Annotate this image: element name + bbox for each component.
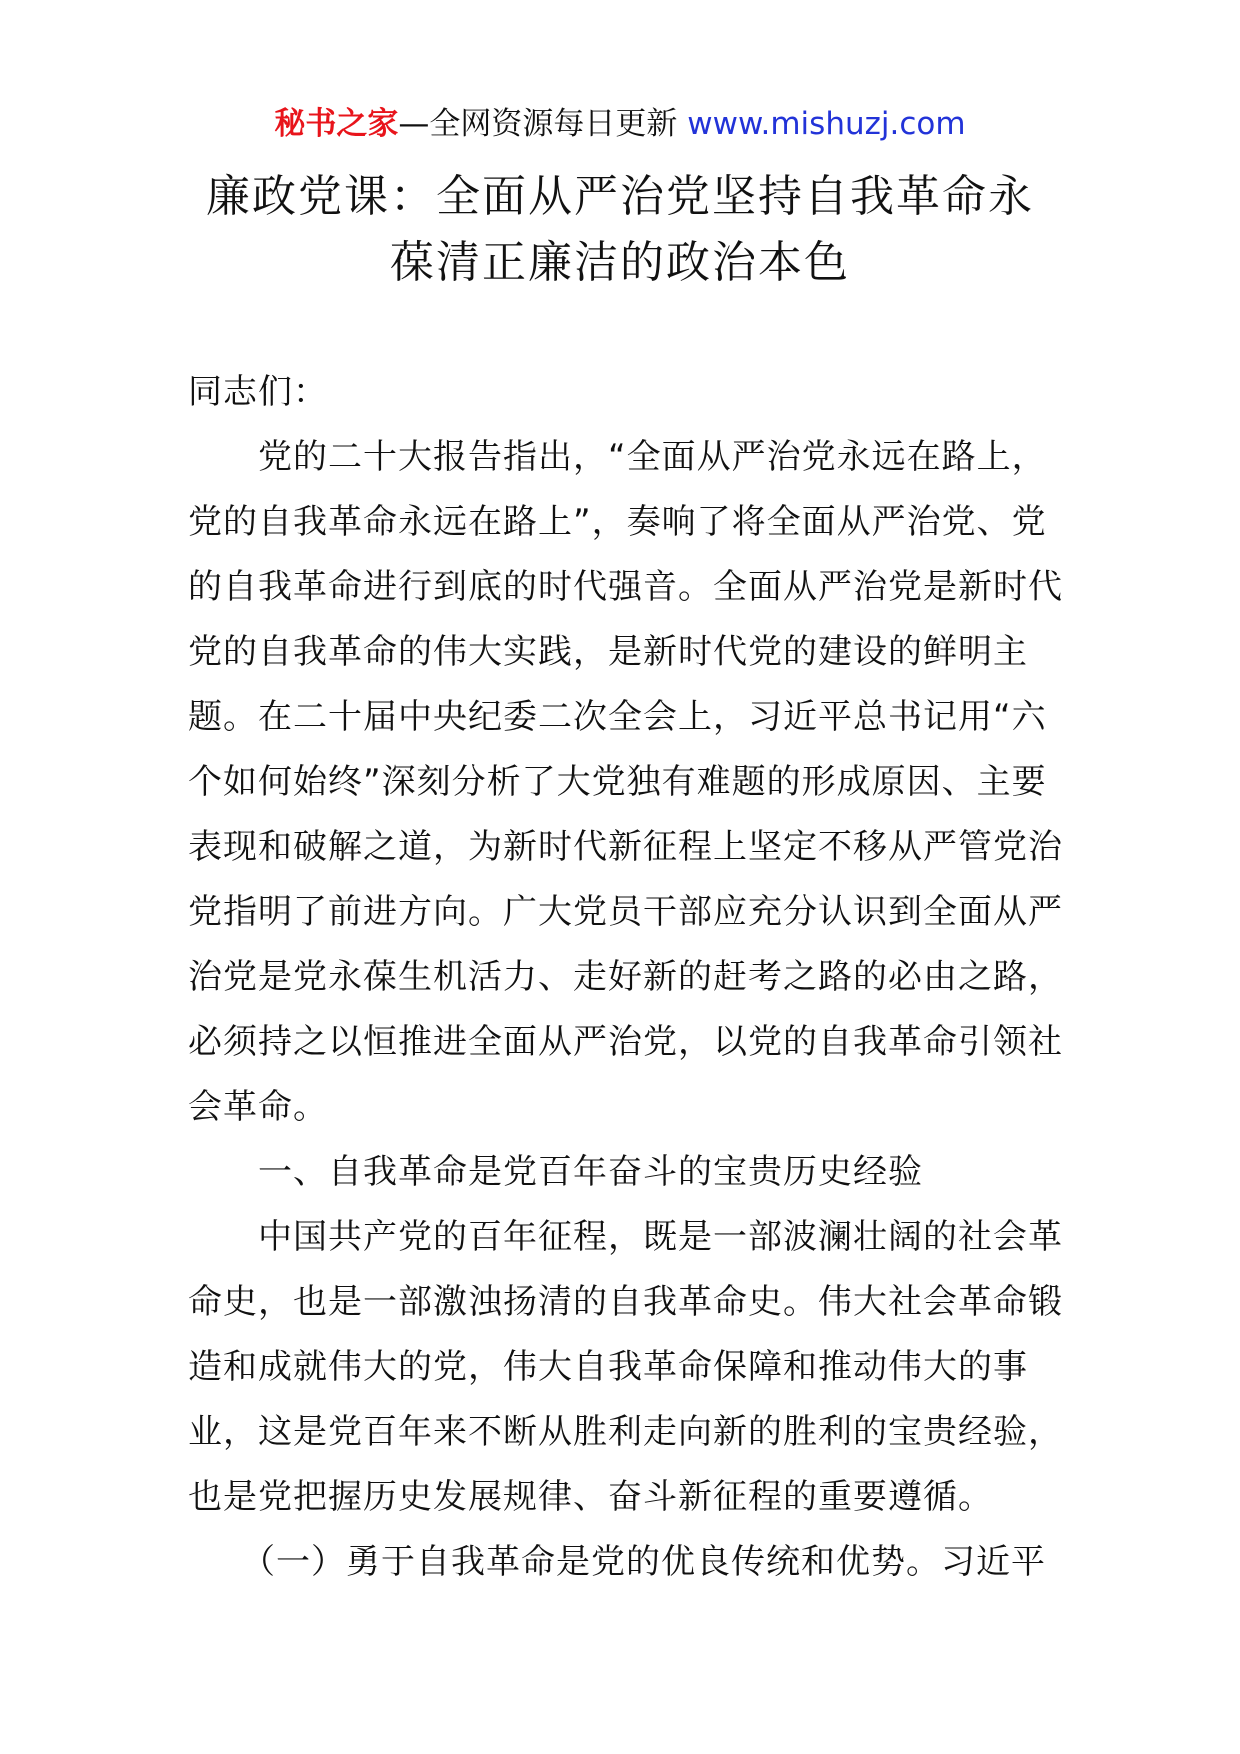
title-line-2: 葆清正廉洁的政治本色 xyxy=(390,237,850,288)
body-line: 表现和破解之道，为新时代新征程上坚定不移从严管党治 xyxy=(188,827,1063,867)
body-line: 党的自我革命的伟大实践，是新时代党的建设的鲜明主 xyxy=(188,632,1028,672)
body-line: 个如何始终”深刻分析了大党独有难题的形成原因、主要 xyxy=(188,762,1047,802)
brand-name: 秘书之家 xyxy=(274,106,399,142)
body-line: 的自我革命进行到底的时代强音。全面从严治党是新时代 xyxy=(188,567,1063,607)
body-line: 造和成就伟大的党，伟大自我革命保障和推动伟大的事 xyxy=(188,1347,1028,1387)
body-line: 中国共产党的百年征程，既是一部波澜壮阔的社会革 xyxy=(188,1217,1063,1257)
body-line: 党的自我革命永远在路上”，奏响了将全面从严治党、党 xyxy=(188,502,1047,542)
document-title xyxy=(160,164,1080,296)
section-heading: 一、自我革命是党百年奋斗的宝贵历史经验 xyxy=(188,1152,923,1192)
title-line-1: 廉政党课：全面从严治党坚持自我革命永 xyxy=(206,171,1034,222)
site-header xyxy=(0,104,1240,144)
subsection-heading: （一）勇于自我革命是党的优良传统和优势。习近平 xyxy=(188,1542,1046,1582)
body-line: 题。在二十届中央纪委二次全会上，习近平总书记用“六 xyxy=(188,697,1047,737)
body-line: 党的二十大报告指出，“全面从严治党永远在路上， xyxy=(188,437,1047,477)
header-tagline: —全网资源每日更新 xyxy=(398,106,688,142)
salutation: 同志们： xyxy=(188,372,328,412)
document-body xyxy=(188,360,1068,1595)
body-line: 命史，也是一部激浊扬清的自我革命史。伟大社会革命锻 xyxy=(188,1282,1063,1322)
body-line: 必须持之以恒推进全面从严治党，以党的自我革命引领社 xyxy=(188,1022,1063,1062)
body-line: 会革命。 xyxy=(188,1087,328,1127)
body-line: 业，这是党百年来不断从胜利走向新的胜利的宝贵经验， xyxy=(188,1412,1063,1452)
site-url[interactable]: www.mishuzj.com xyxy=(687,106,966,142)
body-line: 党指明了前进方向。广大党员干部应充分认识到全面从严 xyxy=(188,892,1063,932)
body-line: 治党是党永葆生机活力、走好新的赶考之路的必由之路， xyxy=(188,957,1063,997)
body-line: 也是党把握历史发展规律、奋斗新征程的重要遵循。 xyxy=(188,1477,993,1517)
